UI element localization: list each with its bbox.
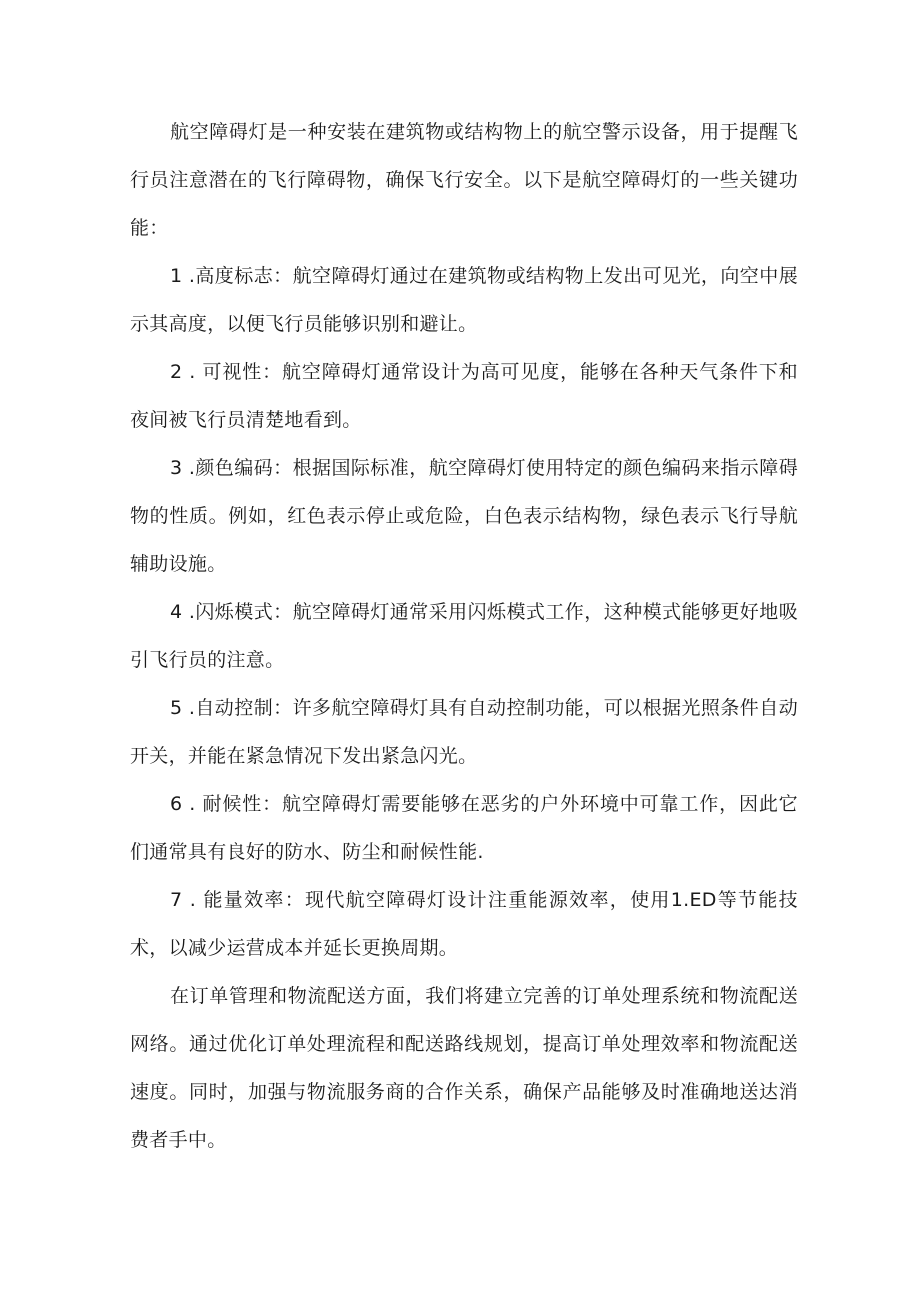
- list-item-flash-mode: 4 .闪烁模式：航空障碍灯通常采用闪烁模式工作，这种模式能够更好地吸引飞行员的注意。: [130, 601, 798, 671]
- list-item-auto-control: 5 .自动控制：许多航空障碍灯具有自动控制功能，可以根据光照条件自动开关，并能在紧急情况下发出紧急闪光。: [130, 697, 798, 767]
- list-item-color-coding: 3 .颜色编码：根据国际标准，航空障碍灯使用特定的颜色编码来指示障碍物的性质。例如，红色表示停止或危险，白色表示结构物，绿色表示飞行导航辅助设施。: [130, 457, 798, 575]
- intro-paragraph: 航空障碍灯是一种安装在建筑物或结构物上的航空警示设备，用于提醒飞行员注意潜在的飞行障碍物，确保飞行安全。以下是航空障碍灯的一些关键功能：: [130, 121, 798, 239]
- list-item-weather-resistance: 6 . 耐候性：航空障碍灯需要能够在恶劣的户外环境中可靠工作，因此它们通常具有良好的防水、防尘和耐候性能.: [130, 793, 798, 863]
- list-item-visibility: 2 . 可视性：航空障碍灯通常设计为高可见度，能够在各种天气条件下和夜间被飞行员清楚地看到。: [130, 361, 798, 431]
- list-item-height-marking: 1 .高度标志：航空障碍灯通过在建筑物或结构物上发出可见光，向空中展示其高度，以便飞行员能够识别和避让。: [130, 265, 798, 335]
- list-item-energy-efficiency: 7 . 能量效率：现代航空障碍灯设计注重能源效率，使用1.ED等节能技术，以减少运营成本并延长更换周期。: [130, 889, 798, 959]
- closing-paragraph: 在订单管理和物流配送方面，我们将建立完善的订单处理系统和物流配送网络。通过优化订单处理流程和配送路线规划，提高订单处理效率和物流配送速度。同时，加强与物流服务商的合作关系，确保产品能够及时准确地送达消费者手中。: [130, 985, 798, 1151]
